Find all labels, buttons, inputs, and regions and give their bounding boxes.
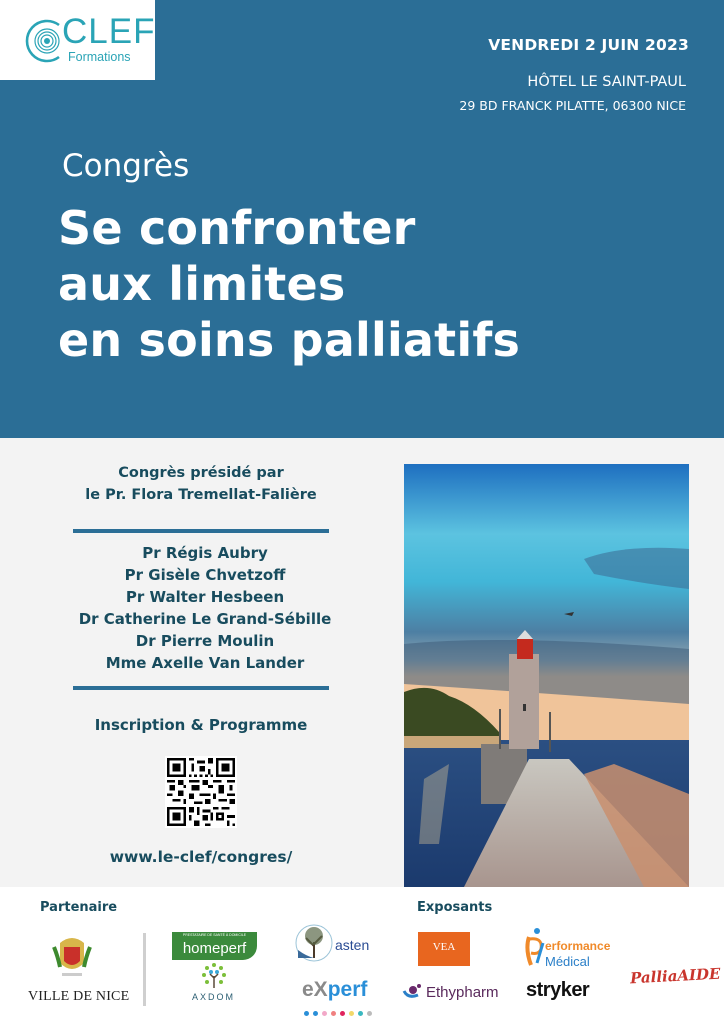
asten-logo: asten <box>335 937 370 953</box>
page-title <box>58 200 520 368</box>
experf-logo: eXperf <box>302 978 368 1001</box>
presided-line: le Pr. Flora Tremellat-Falière <box>85 487 317 503</box>
experf-dots-icon <box>304 1001 376 1020</box>
palliaide-logo: PalliaAIDE <box>629 964 721 988</box>
divider <box>73 529 329 533</box>
speaker: Dr Catherine Le Grand-Sébille <box>78 610 332 628</box>
ville-de-nice-crest-icon <box>52 933 92 983</box>
clef-rings-icon <box>25 19 65 63</box>
title-line: aux limites <box>58 257 346 311</box>
clef-logo <box>0 0 155 80</box>
tree-circle-icon <box>294 922 334 968</box>
axdom-logo: AXDOM <box>192 992 236 1002</box>
footer-divider <box>143 933 146 1006</box>
event-address: 29 BD FRANCK PILATTE, 06300 NICE <box>459 98 686 113</box>
event-type-label: Congrès <box>62 148 190 184</box>
presided-line: Congrès présidé par <box>118 465 284 481</box>
hero-banner <box>0 0 724 438</box>
partner-label: Partenaire <box>40 900 118 915</box>
title-line: en soins palliatifs <box>58 313 521 367</box>
speaker: Dr Pierre Moulin <box>135 632 275 650</box>
speaker: Mme Axelle Van Lander <box>105 654 305 672</box>
speaker: Pr Gisèle Chvetzoff <box>124 566 286 584</box>
homeperf-tagline: PRESTATAIRE DE SANTÉ À DOMICILE <box>182 933 247 937</box>
qr-code-icon[interactable] <box>165 756 237 828</box>
divider <box>73 686 329 690</box>
logo-subtitle: Formations <box>68 50 131 64</box>
speaker: Pr Régis Aubry <box>142 544 268 562</box>
axdom-tree-icon <box>201 962 227 992</box>
presided-by <box>60 462 342 506</box>
exhibitors-label: Exposants <box>417 900 493 915</box>
ethypharm-logo: Ethypharm <box>426 984 499 1001</box>
speaker: Pr Walter Hesbeen <box>125 588 285 606</box>
lighthouse-photo <box>404 464 689 887</box>
sponsors-footer <box>0 887 724 1024</box>
homeperf-logo: PRESTATAIRE DE SANTÉ À DOMICILE homeperf <box>172 932 257 960</box>
registration-url-link[interactable]: www.le-clef/congres/ <box>109 848 293 866</box>
event-venue: HÔTEL LE SAINT-PAUL <box>527 74 686 90</box>
logo-name: CLEF <box>62 12 156 51</box>
performance-medical-logo: erformance Médical <box>545 939 611 969</box>
ethypharm-icon <box>402 983 424 1003</box>
speaker-list <box>60 542 350 674</box>
title-line: Se confronter <box>58 201 416 255</box>
inscription-label: Inscription & Programme <box>94 716 308 734</box>
ville-de-nice-logo: VILLE DE NICE <box>28 989 130 1004</box>
stryker-logo: stryker <box>526 979 590 1001</box>
event-date: VENDREDI 2 JUIN 2023 <box>488 36 689 54</box>
vea-logo: VEA <box>418 932 470 966</box>
